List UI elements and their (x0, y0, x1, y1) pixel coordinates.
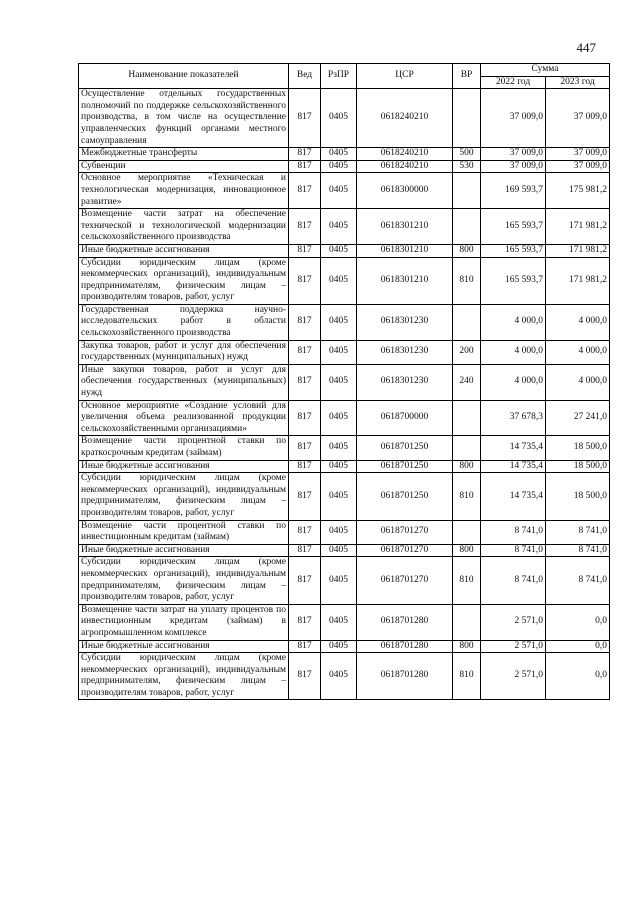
cell-sum-2022: 14 735,4 (481, 460, 546, 473)
cell-vr: 530 (453, 160, 481, 173)
cell-csr: 0618701250 (357, 460, 453, 473)
cell-name: Иные бюджетные ассигнования (79, 460, 289, 473)
cell-rzpr: 0405 (321, 244, 357, 257)
cell-ved: 817 (289, 89, 321, 148)
cell-sum-2022: 165 593,7 (481, 244, 546, 257)
cell-sum-2023: 37 009,0 (546, 148, 610, 161)
cell-name: Субсидии юридическим лицам (кроме некоммерческих организаций), индивидуальным предпринимателям, физическим лицам – производителям товаров, работ, услуг (79, 653, 289, 700)
cell-sum-2022: 4 000,0 (481, 340, 546, 364)
cell-csr: 0618701270 (357, 544, 453, 557)
cell-name: Возмещение части процентной ставки по краткосрочным кредитам (займам) (79, 436, 289, 460)
cell-ved: 817 (289, 460, 321, 473)
table-row (79, 244, 610, 257)
cell-name: Возмещение части процентной ставки по инвестиционным кредитам (займам) (79, 520, 289, 544)
cell-rzpr: 0405 (321, 473, 357, 520)
cell-sum-2022: 4 000,0 (481, 364, 546, 400)
header-csr: ЦСР (357, 64, 453, 89)
cell-ved: 817 (289, 244, 321, 257)
cell-name: Основное мероприятие «Создание условий для увеличения объема реализованной продукции сельскохозяйственными организациями» (79, 400, 289, 436)
cell-sum-2022: 165 593,7 (481, 209, 546, 245)
cell-vr (453, 209, 481, 245)
cell-name: Субсидии юридическим лицам (кроме некоммерческих организаций), индивидуальным предпринимателям, физическим лицам – производителям товаров, работ, услуг (79, 557, 289, 604)
cell-vr: 810 (453, 557, 481, 604)
cell-rzpr: 0405 (321, 89, 357, 148)
cell-csr: 0618701270 (357, 557, 453, 604)
cell-csr: 0618301230 (357, 304, 453, 340)
cell-vr: 800 (453, 460, 481, 473)
table-row (79, 364, 610, 400)
cell-sum-2023: 8 741,0 (546, 520, 610, 544)
header-vr: ВР (453, 64, 481, 89)
cell-sum-2023: 4 000,0 (546, 304, 610, 340)
cell-csr: 0618301230 (357, 364, 453, 400)
cell-ved: 817 (289, 544, 321, 557)
cell-sum-2023: 18 500,0 (546, 436, 610, 460)
cell-vr (453, 304, 481, 340)
cell-ved: 817 (289, 640, 321, 653)
cell-vr: 500 (453, 148, 481, 161)
cell-vr (453, 400, 481, 436)
cell-vr: 240 (453, 364, 481, 400)
cell-rzpr: 0405 (321, 640, 357, 653)
cell-sum-2022: 37 678,3 (481, 400, 546, 436)
cell-ved: 817 (289, 304, 321, 340)
cell-sum-2022: 14 735,4 (481, 473, 546, 520)
cell-ved: 817 (289, 340, 321, 364)
table-row (79, 436, 610, 460)
cell-sum-2023: 0,0 (546, 653, 610, 700)
cell-csr: 0618301210 (357, 244, 453, 257)
cell-vr (453, 173, 481, 209)
cell-rzpr: 0405 (321, 520, 357, 544)
cell-sum-2023: 18 500,0 (546, 473, 610, 520)
cell-vr: 810 (453, 257, 481, 304)
cell-csr: 0618240210 (357, 89, 453, 148)
cell-vr (453, 89, 481, 148)
cell-sum-2022: 165 593,7 (481, 257, 546, 304)
cell-csr: 0618701250 (357, 436, 453, 460)
table-row (79, 473, 610, 520)
cell-sum-2022: 14 735,4 (481, 436, 546, 460)
cell-name: Субсидии юридическим лицам (кроме некоммерческих организаций), индивидуальным предпринимателям, физическим лицам – производителям товаров, работ, услуг (79, 473, 289, 520)
cell-sum-2022: 169 593,7 (481, 173, 546, 209)
cell-rzpr: 0405 (321, 160, 357, 173)
cell-ved: 817 (289, 653, 321, 700)
cell-sum-2022: 4 000,0 (481, 304, 546, 340)
cell-vr: 800 (453, 544, 481, 557)
cell-sum-2023: 18 500,0 (546, 460, 610, 473)
header-rzpr: РзПР (321, 64, 357, 89)
cell-sum-2023: 0,0 (546, 604, 610, 640)
cell-ved: 817 (289, 364, 321, 400)
header-ved: Вед (289, 64, 321, 89)
cell-name: Субвенции (79, 160, 289, 173)
budget-table (78, 63, 610, 700)
cell-rzpr: 0405 (321, 400, 357, 436)
cell-vr: 800 (453, 640, 481, 653)
cell-vr: 800 (453, 244, 481, 257)
cell-ved: 817 (289, 557, 321, 604)
cell-sum-2023: 27 241,0 (546, 400, 610, 436)
cell-name: Иные закупки товаров, работ и услуг для обеспечения государственных (муниципальных) нужд (79, 364, 289, 400)
cell-ved: 817 (289, 148, 321, 161)
cell-sum-2023: 0,0 (546, 640, 610, 653)
cell-name: Осуществление отдельных государственных полномочий по поддержке сельскохозяйственного производства, в том числе на осуществление управленческих функций органами местного самоуправления (79, 89, 289, 148)
cell-ved: 817 (289, 436, 321, 460)
cell-rzpr: 0405 (321, 557, 357, 604)
table-row (79, 160, 610, 173)
header-year-2023: 2023 год (546, 76, 610, 89)
page-number: 447 (576, 40, 596, 55)
cell-vr: 200 (453, 340, 481, 364)
header-name: Наименование показателей (79, 64, 289, 89)
cell-sum-2022: 8 741,0 (481, 557, 546, 604)
cell-ved: 817 (289, 173, 321, 209)
cell-sum-2022: 8 741,0 (481, 544, 546, 557)
cell-csr: 0618301230 (357, 340, 453, 364)
cell-ved: 817 (289, 209, 321, 245)
cell-vr (453, 604, 481, 640)
cell-rzpr: 0405 (321, 544, 357, 557)
cell-name: Межбюджетные трансферты (79, 148, 289, 161)
cell-name: Государственная поддержка научно-исследовательских работ в области сельскохозяйственного производства (79, 304, 289, 340)
cell-csr: 0618701280 (357, 604, 453, 640)
cell-sum-2022: 8 741,0 (481, 520, 546, 544)
cell-csr: 0618301210 (357, 209, 453, 245)
cell-vr: 810 (453, 653, 481, 700)
cell-csr: 0618301210 (357, 257, 453, 304)
cell-sum-2022: 2 571,0 (481, 653, 546, 700)
cell-rzpr: 0405 (321, 653, 357, 700)
cell-name: Иные бюджетные ассигнования (79, 544, 289, 557)
cell-name: Закупка товаров, работ и услуг для обеспечения государственных (муниципальных) нужд (79, 340, 289, 364)
cell-sum-2023: 171 981,2 (546, 244, 610, 257)
cell-ved: 817 (289, 473, 321, 520)
cell-rzpr: 0405 (321, 257, 357, 304)
table-row (79, 400, 610, 436)
cell-sum-2023: 175 981,2 (546, 173, 610, 209)
cell-sum-2023: 171 981,2 (546, 257, 610, 304)
cell-name: Субсидии юридическим лицам (кроме некоммерческих организаций), индивидуальным предпринимателям, физическим лицам – производителям товаров, работ, услуг (79, 257, 289, 304)
cell-rzpr: 0405 (321, 340, 357, 364)
header-year-2022: 2022 год (481, 76, 546, 89)
cell-ved: 817 (289, 400, 321, 436)
cell-sum-2022: 2 571,0 (481, 604, 546, 640)
table-row (79, 209, 610, 245)
cell-csr: 0618700000 (357, 400, 453, 436)
cell-csr: 0618240210 (357, 148, 453, 161)
table-row (79, 173, 610, 209)
table-row (79, 304, 610, 340)
cell-rzpr: 0405 (321, 364, 357, 400)
cell-csr: 0618300000 (357, 173, 453, 209)
cell-sum-2023: 8 741,0 (546, 544, 610, 557)
table-row (79, 257, 610, 304)
cell-rzpr: 0405 (321, 209, 357, 245)
cell-csr: 0618240210 (357, 160, 453, 173)
table-body (79, 89, 610, 700)
cell-sum-2022: 37 009,0 (481, 148, 546, 161)
cell-rzpr: 0405 (321, 173, 357, 209)
cell-name: Возмещение части затрат на обеспечение технической и технологической модернизации сельскохозяйственного производства (79, 209, 289, 245)
table-row (79, 520, 610, 544)
table-row (79, 557, 610, 604)
cell-rzpr: 0405 (321, 460, 357, 473)
cell-vr (453, 436, 481, 460)
table-row (79, 340, 610, 364)
cell-name: Иные бюджетные ассигнования (79, 640, 289, 653)
cell-sum-2022: 37 009,0 (481, 160, 546, 173)
header-sum: Сумма (481, 64, 610, 77)
cell-csr: 0618701280 (357, 640, 453, 653)
cell-rzpr: 0405 (321, 604, 357, 640)
cell-csr: 0618701270 (357, 520, 453, 544)
cell-sum-2022: 37 009,0 (481, 89, 546, 148)
cell-sum-2022: 2 571,0 (481, 640, 546, 653)
table-row (79, 640, 610, 653)
cell-rzpr: 0405 (321, 148, 357, 161)
cell-csr: 0618701250 (357, 473, 453, 520)
cell-sum-2023: 37 009,0 (546, 160, 610, 173)
table-row (79, 544, 610, 557)
cell-csr: 0618701280 (357, 653, 453, 700)
cell-sum-2023: 8 741,0 (546, 557, 610, 604)
cell-name: Возмещение части затрат на уплату процентов по инвестиционным кредитам (займам) в агропромышленном комплексе (79, 604, 289, 640)
table-row (79, 604, 610, 640)
table-row (79, 460, 610, 473)
cell-sum-2023: 171 981,2 (546, 209, 610, 245)
cell-ved: 817 (289, 257, 321, 304)
cell-rzpr: 0405 (321, 436, 357, 460)
cell-ved: 817 (289, 520, 321, 544)
table-row (79, 148, 610, 161)
cell-vr (453, 520, 481, 544)
table-header (79, 64, 610, 89)
cell-vr: 810 (453, 473, 481, 520)
cell-ved: 817 (289, 160, 321, 173)
cell-ved: 817 (289, 604, 321, 640)
cell-sum-2023: 37 009,0 (546, 89, 610, 148)
table-row (79, 89, 610, 148)
cell-sum-2023: 4 000,0 (546, 340, 610, 364)
cell-sum-2023: 4 000,0 (546, 364, 610, 400)
cell-name: Основное мероприятие «Техническая и технологическая модернизация, инновационное развитие» (79, 173, 289, 209)
cell-name: Иные бюджетные ассигнования (79, 244, 289, 257)
table-row (79, 653, 610, 700)
cell-rzpr: 0405 (321, 304, 357, 340)
